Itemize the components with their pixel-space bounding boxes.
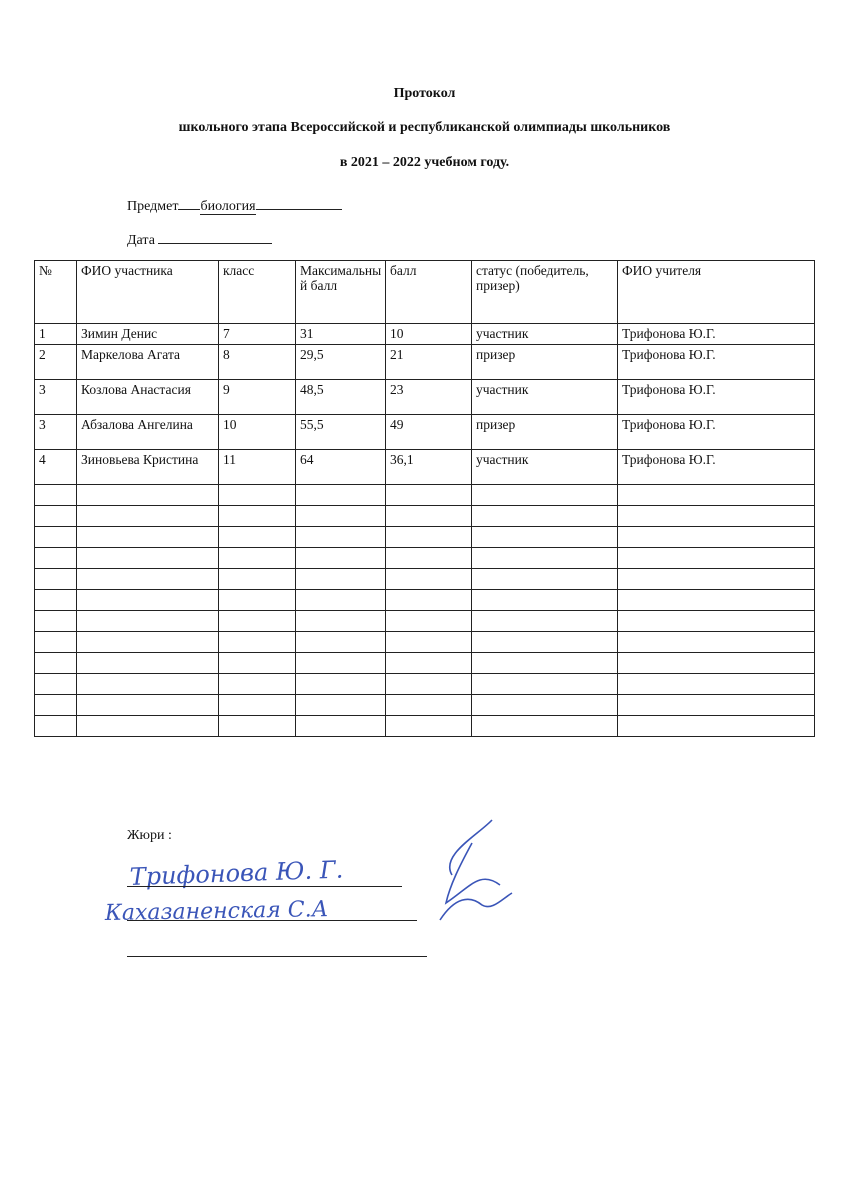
empty-cell (35, 548, 77, 569)
signature-line-2 (127, 920, 417, 921)
empty-table-row (35, 527, 815, 548)
empty-cell (386, 548, 472, 569)
empty-table-row (35, 632, 815, 653)
cell-number: 3 (35, 415, 77, 450)
empty-cell (35, 716, 77, 737)
cell-status: участник (472, 380, 618, 415)
empty-cell (219, 695, 296, 716)
empty-table-row (35, 674, 815, 695)
empty-cell (296, 590, 386, 611)
cell-grade: 9 (219, 380, 296, 415)
cell-grade: 11 (219, 450, 296, 485)
empty-cell (618, 632, 815, 653)
empty-cell (618, 569, 815, 590)
empty-cell (219, 485, 296, 506)
jury-signatures (100, 815, 520, 935)
empty-cell (35, 506, 77, 527)
table-row (35, 450, 815, 485)
signature-2-text: Кахазаненская С.А (104, 897, 329, 926)
empty-table-row (35, 569, 815, 590)
empty-cell (35, 527, 77, 548)
empty-cell (219, 611, 296, 632)
academic-year: в 2021 – 2022 учебном году. (339, 155, 510, 170)
cell-number: 3 (35, 380, 77, 415)
empty-cell (35, 674, 77, 695)
cell-teacher: Трифонова Ю.Г. (618, 415, 815, 450)
empty-table-row (35, 506, 815, 527)
cell-grade: 8 (219, 345, 296, 380)
empty-cell (219, 590, 296, 611)
empty-cell (386, 569, 472, 590)
empty-cell (386, 674, 472, 695)
cell-number: 1 (35, 324, 77, 345)
cell-max-score: 29,5 (296, 345, 386, 380)
empty-cell (219, 548, 296, 569)
subject-value: биология (200, 199, 256, 214)
empty-table-row (35, 653, 815, 674)
empty-cell (77, 527, 219, 548)
cell-name: Абзалова Ангелина (77, 415, 219, 450)
col-header-grade: класс (219, 261, 296, 324)
col-header-max-score: Максимальный балл (296, 261, 386, 324)
cell-teacher: Трифонова Ю.Г. (618, 345, 815, 380)
cell-grade: 7 (219, 324, 296, 345)
subject-field (127, 196, 342, 215)
empty-cell (618, 674, 815, 695)
signature-2 (104, 897, 329, 926)
empty-cell (618, 485, 815, 506)
empty-cell (77, 506, 219, 527)
empty-table-row (35, 590, 815, 611)
col-header-score: балл (386, 261, 472, 324)
cell-name: Маркелова Агата (77, 345, 219, 380)
empty-cell (296, 695, 386, 716)
cell-status: участник (472, 324, 618, 345)
empty-cell (296, 548, 386, 569)
table-row (35, 324, 815, 345)
col-header-name: ФИО участника (77, 261, 219, 324)
empty-cell (618, 653, 815, 674)
empty-cell (219, 569, 296, 590)
empty-cell (386, 506, 472, 527)
empty-cell (296, 506, 386, 527)
empty-cell (618, 548, 815, 569)
cell-score: 10 (386, 324, 472, 345)
empty-cell (35, 590, 77, 611)
empty-cell (618, 527, 815, 548)
table-row (35, 380, 815, 415)
cell-max-score: 31 (296, 324, 386, 345)
empty-cell (386, 485, 472, 506)
empty-cell (77, 632, 219, 653)
empty-cell (386, 716, 472, 737)
subject-label: Предмет (127, 199, 179, 214)
empty-cell (219, 506, 296, 527)
cell-score: 21 (386, 345, 472, 380)
signature-scribble-1 (446, 820, 500, 903)
cell-name: Козлова Анастасия (77, 380, 219, 415)
empty-cell (77, 695, 219, 716)
empty-cell (386, 653, 472, 674)
empty-cell (472, 590, 618, 611)
empty-cell (35, 653, 77, 674)
table-row (35, 415, 815, 450)
empty-cell (219, 674, 296, 695)
cell-max-score: 55,5 (296, 415, 386, 450)
cell-status: участник (472, 450, 618, 485)
empty-cell (472, 674, 618, 695)
empty-cell (472, 695, 618, 716)
empty-cell (77, 653, 219, 674)
empty-cell (296, 527, 386, 548)
cell-teacher: Трифонова Ю.Г. (618, 380, 815, 415)
empty-cell (77, 569, 219, 590)
empty-cell (386, 695, 472, 716)
cell-score: 23 (386, 380, 472, 415)
empty-cell (386, 590, 472, 611)
cell-grade: 10 (219, 415, 296, 450)
signature-line-1 (127, 886, 402, 887)
cell-number: 2 (35, 345, 77, 380)
empty-cell (618, 695, 815, 716)
empty-cell (618, 611, 815, 632)
empty-cell (77, 590, 219, 611)
date-blank (158, 230, 272, 244)
empty-table-row (35, 716, 815, 737)
empty-table-row (35, 695, 815, 716)
empty-cell (386, 632, 472, 653)
empty-cell (296, 632, 386, 653)
empty-cell (472, 548, 618, 569)
empty-cell (618, 716, 815, 737)
empty-cell (472, 569, 618, 590)
cell-teacher: Трифонова Ю.Г. (618, 450, 815, 485)
empty-cell (219, 716, 296, 737)
empty-cell (35, 569, 77, 590)
empty-cell (472, 527, 618, 548)
empty-cell (35, 485, 77, 506)
empty-cell (296, 674, 386, 695)
empty-cell (472, 632, 618, 653)
cell-number: 4 (35, 450, 77, 485)
document-title: Протокол (393, 86, 456, 101)
signature-scribble-2 (440, 893, 512, 920)
col-header-teacher: ФИО учителя (618, 261, 815, 324)
jury-label: Жюри : (127, 828, 172, 843)
cell-max-score: 48,5 (296, 380, 386, 415)
date-label: Дата (127, 233, 155, 248)
date-field (127, 230, 272, 249)
empty-cell (296, 569, 386, 590)
signature-line-3 (127, 956, 427, 957)
empty-table-row (35, 485, 815, 506)
cell-teacher: Трифонова Ю.Г. (618, 324, 815, 345)
empty-cell (219, 653, 296, 674)
empty-cell (77, 548, 219, 569)
empty-cell (35, 611, 77, 632)
empty-table-row (35, 611, 815, 632)
table-row (35, 345, 815, 380)
empty-cell (77, 485, 219, 506)
cell-score: 49 (386, 415, 472, 450)
cell-name: Зиновьева Кристина (77, 450, 219, 485)
empty-cell (219, 527, 296, 548)
results-table (34, 260, 815, 737)
empty-cell (296, 611, 386, 632)
cell-name: Зимин Денис (77, 324, 219, 345)
empty-cell (386, 611, 472, 632)
empty-table-row (35, 548, 815, 569)
empty-cell (618, 506, 815, 527)
empty-cell (296, 485, 386, 506)
document-subtitle: школьного этапа Всероссийской и республиканской олимпиады школьников (178, 120, 671, 135)
empty-cell (386, 527, 472, 548)
cell-max-score: 64 (296, 450, 386, 485)
empty-cell (472, 716, 618, 737)
empty-cell (219, 632, 296, 653)
empty-cell (35, 632, 77, 653)
col-header-number: № (35, 261, 77, 324)
cell-score: 36,1 (386, 450, 472, 485)
empty-cell (618, 590, 815, 611)
empty-cell (296, 653, 386, 674)
col-header-status: статус (победитель, призер) (472, 261, 618, 324)
empty-cell (296, 716, 386, 737)
empty-cell (472, 611, 618, 632)
empty-cell (472, 506, 618, 527)
signature-1-text: Трифонова Ю. Г. (129, 855, 344, 891)
empty-cell (77, 716, 219, 737)
empty-cell (77, 674, 219, 695)
cell-status: призер (472, 415, 618, 450)
empty-cell (35, 695, 77, 716)
table-header-row (35, 261, 815, 324)
cell-status: призер (472, 345, 618, 380)
empty-cell (472, 485, 618, 506)
empty-cell (472, 653, 618, 674)
empty-cell (77, 611, 219, 632)
